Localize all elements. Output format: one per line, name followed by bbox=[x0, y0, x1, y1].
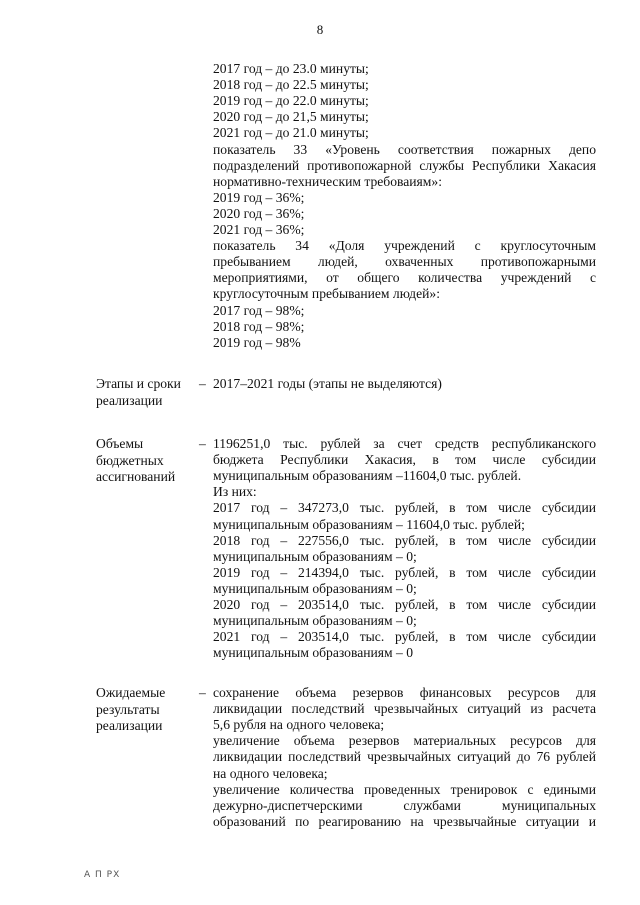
section-label: Ожидаемые bbox=[96, 685, 166, 700]
text-line: муниципальным образованиям – 0 bbox=[213, 645, 414, 661]
text-line: образований по реагированию на чрезвычайные ситуации и bbox=[213, 813, 596, 829]
text-line: пребыванием людей, охваченных противопожарными bbox=[213, 254, 596, 270]
text-line: 2021 год – 36%; bbox=[213, 222, 305, 237]
text-line: 2017 год – до 23.0 минуты; bbox=[213, 61, 369, 76]
text-line: 2017 год – 347273,0 тыс. рублей, в том числе субсидии bbox=[213, 500, 596, 516]
section-label: бюджетных bbox=[96, 452, 164, 468]
text-line: показатель 34 «Доля учреждений с круглосуточным bbox=[213, 238, 596, 254]
text-line: 2020 год – до 21,5 минуты; bbox=[213, 109, 369, 125]
text-line: муниципальным образованиям – 0; bbox=[213, 580, 417, 596]
text-line: ликвидации последствий чрезвычайных ситуаций до 76 рублей bbox=[213, 749, 596, 765]
text-line: 5,6 рубля на одного человека; bbox=[213, 717, 385, 733]
text-line: 2019 год – 214394,0 тыс. рублей, в том числе субсидии bbox=[213, 564, 596, 580]
text-line: ликвидации последствий чрезвычайных ситуаций из расчета bbox=[213, 701, 596, 717]
text-line: муниципальным образованиям – 0; bbox=[213, 548, 417, 564]
section-label: Этапы и сроки bbox=[96, 376, 181, 391]
text-line: 2018 год – до 22.5 минуты; bbox=[213, 77, 369, 93]
dash-marker: – bbox=[199, 376, 206, 391]
dash-marker: – bbox=[199, 436, 206, 451]
text-line: подразделений противопожарной службы Республики Хакасия bbox=[213, 157, 596, 173]
text-line: нормативно-техническим требоваиям»: bbox=[213, 173, 442, 189]
text-line: круглосуточным пребыванием людей»: bbox=[213, 286, 440, 302]
text-line: 2017–2021 годы (этапы не выделяются) bbox=[213, 376, 442, 391]
page-number: 8 bbox=[316, 22, 324, 37]
section-label: Объемы bbox=[96, 436, 144, 451]
footer-mark: А П РХ bbox=[84, 870, 121, 880]
text-line: 2019 год – 98% bbox=[213, 334, 301, 350]
text-line: 2018 год – 98%; bbox=[213, 318, 305, 334]
text-line: показатель 33 «Уровень соответствия пожарных депо bbox=[213, 141, 596, 157]
text-line: 2019 год – до 22.0 минуты; bbox=[213, 93, 369, 109]
text-line: 2018 год – 227556,0 тыс. рублей, в том числе субсидии bbox=[213, 532, 596, 548]
text-line: 2019 год – 36%; bbox=[213, 189, 305, 205]
text-line: сохранение объема резервов финансовых ресурсов для bbox=[213, 685, 596, 700]
text-line: мероприятиями, от общего количества учреждений с bbox=[213, 270, 596, 286]
text-line: 2020 год – 203514,0 тыс. рублей, в том числе субсидии bbox=[213, 597, 596, 612]
section-label: ассигнований bbox=[96, 469, 176, 484]
text-line: муниципальным образованиям – 0; bbox=[213, 613, 417, 629]
text-line: Из них: bbox=[213, 484, 257, 500]
text-line: муниципальным образованиям –11604,0 тыс. рублей. bbox=[213, 468, 522, 484]
text-line: увеличение количества проведенных тренировок с едиными bbox=[213, 781, 596, 797]
section-label: реализации bbox=[96, 718, 163, 733]
text-line: муниципальным образованиям – 11604,0 тыс. рублей; bbox=[213, 516, 525, 532]
text-line: 2021 год – 203514,0 тыс. рублей, в том числе субсидии bbox=[213, 629, 596, 645]
text-line: 1196251,0 тыс. рублей за счет средств республиканского bbox=[213, 436, 596, 451]
dash-marker: – bbox=[199, 685, 206, 700]
text-line: увеличение объема резервов материальных ресурсов для bbox=[213, 733, 596, 749]
section-label: результаты bbox=[96, 701, 160, 717]
text-line: дежурно-диспетчерскими службами муниципальных bbox=[213, 797, 596, 813]
section-label: реализации bbox=[96, 392, 163, 408]
text-line: бюджета Республики Хакасия, в том числе субсидии bbox=[213, 452, 596, 468]
text-line: 2020 год – 36%; bbox=[213, 205, 305, 221]
text-line: на одного человека; bbox=[213, 765, 328, 781]
text-line: 2021 год – до 21.0 минуты; bbox=[213, 125, 369, 141]
text-line: 2017 год – 98%; bbox=[213, 302, 305, 318]
